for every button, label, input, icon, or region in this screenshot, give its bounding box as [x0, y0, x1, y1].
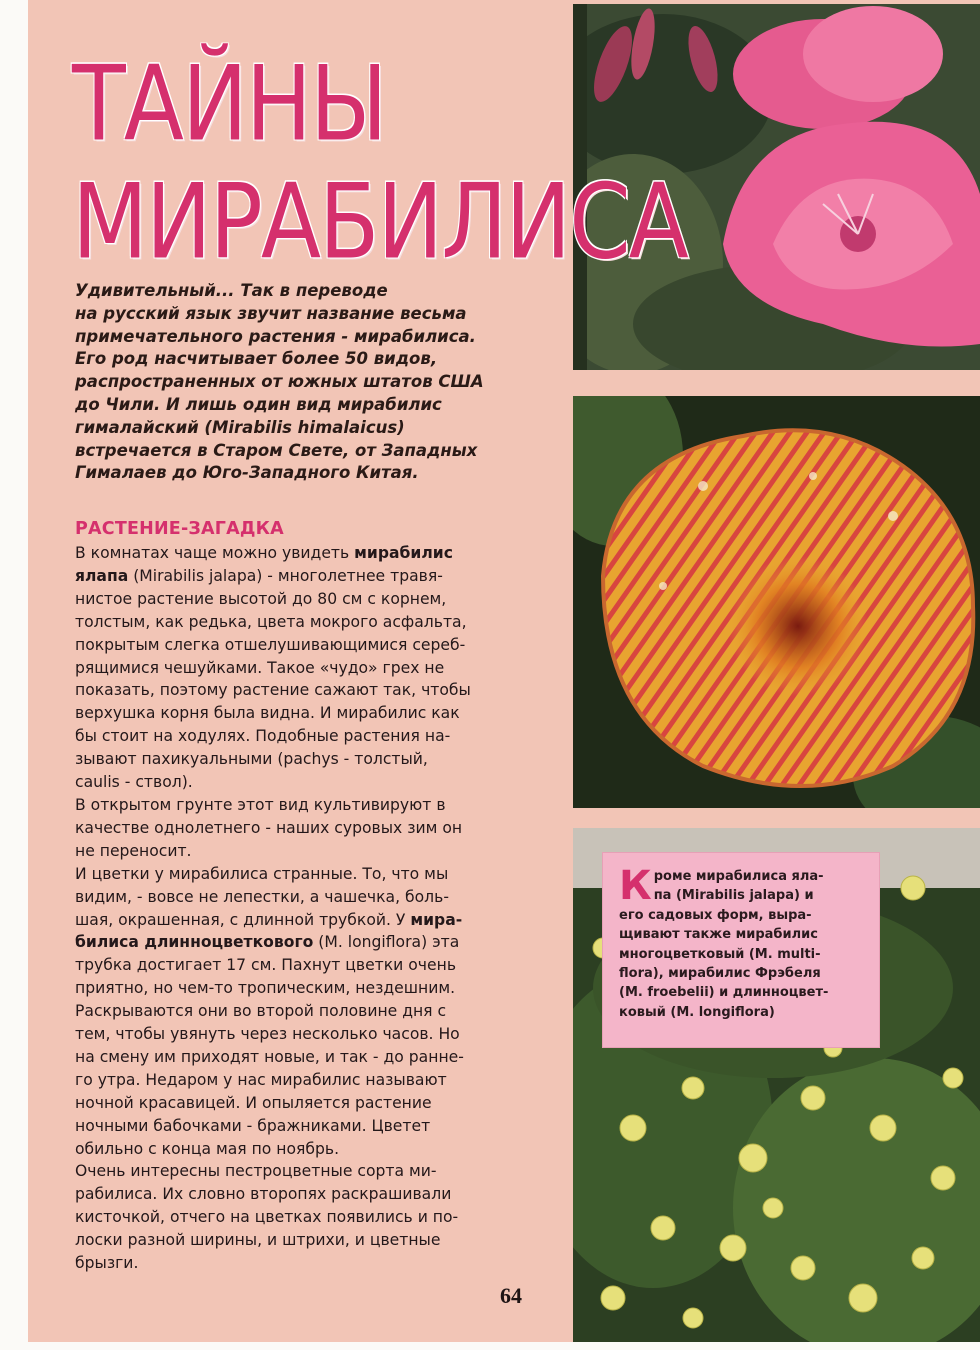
title-line-1: ТАЙНЫ: [72, 42, 386, 165]
page-number: 64: [500, 1283, 522, 1308]
striped-flower-photo: [573, 396, 980, 808]
p3-bold: мира- билиса длинноцветкового: [75, 910, 463, 952]
body-paragraph-1: [75, 542, 557, 794]
intro-paragraph: Удивительный... Так в переводе на русский язык звучит название весьма примечательного растения - мирабилиса. Его род насчитывает более 50 видов, распространенных от южных штатов США до Чили. И лишь один вид мирабилис гималайский (Mirabilis himalaicus) встречается в Старом Свете, от Западных Гималаев до Юго-Западного Китая.: [75, 281, 484, 483]
p1-lead: В комнатах чаще можно увидеть: [75, 544, 355, 562]
p1-bold: мирабилис ялапа: [75, 544, 453, 585]
striped-flower-image: [573, 396, 980, 808]
body-paragraph-4: Очень интересны пестроцветные сорта ми- рабилиса. Их словно второпях раскрашивали кисточкой, отчего на цветках появились и по- лоски разной ширины, и штрихи, и цветные брызги.: [75, 1162, 459, 1273]
p1-rest: (Mirabilis jalapa) - многолетнее травя- нистое растение высотой до 80 см с корнем, толстым, как редька, цвета мокрого асфальта, покрытым слегка отшелушивающимися сереб- рящимися чешуйками. Такое «чудо» грех не показать, поэтому растение сажают так, чтобы верхушка корня была видна. И мирабилис как бы стоит на ходулях. Подобные растения на- зывают пахикуальными (pachys - толстый, caulis - ствол).: [75, 566, 471, 792]
p3-rest: (M. longiflora) эта трубка достигает 17 см. Пахнут цветки очень приятно, но чем-то тропическим, нездешним. Раскрываются они во второй половине дня с тем, чтобы увянуть через несколько часов. Но на смену им приходят новые, и так - до ранне- го утра. Недаром у нас мирабилис называют ночной красавицей. И опыляется растение ночными бабочками - бражниками. Цветет обильно с конца мая по ноябрь.: [75, 933, 464, 1158]
section-heading: РАСТЕНИЕ-ЗАГАДКА: [75, 519, 284, 539]
magazine-page: [28, 0, 980, 1342]
article-title: [72, 42, 687, 283]
note-text: роме мирабилиса яла- па (Mirabilis jalapa) и его садовых форм, выра- щивают также мирабилис многоцветковый (M. multi- flora), мирабилис Фрэбеля (M. froebelii) и длинноцвет- ковый (M. longiflora): [619, 869, 829, 1020]
body-paragraph-3: [75, 863, 557, 1161]
title-line-2: МИРАБИЛИСА: [72, 160, 687, 283]
note-drop-cap: К: [619, 863, 652, 909]
sidebar-note: [602, 852, 880, 1048]
article-body: [75, 542, 557, 1275]
p3-lead: И цветки у мирабилиса странные. То, что мы видим, - вовсе не лепестки, а чашечка, боль- шая, окрашенная, с длинной трубкой. У: [75, 864, 449, 929]
body-paragraph-2: В открытом грунте этот вид культивируют в качестве однолетнего - наших суровых зим он не переносит.: [75, 795, 463, 860]
